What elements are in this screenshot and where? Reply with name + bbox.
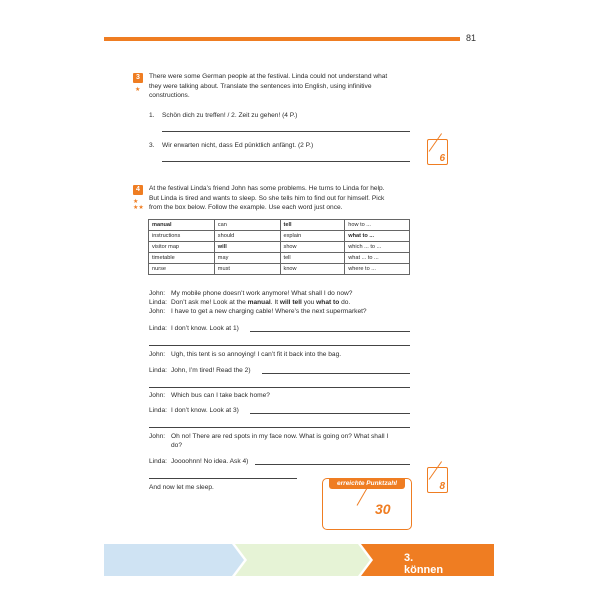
difficulty-star-icon: ★ [133,199,139,205]
dialogue-line [149,406,239,415]
score-box[interactable] [427,467,448,493]
instruction-line: There were some German people at the festival. Linda could not understand what [149,73,388,80]
answer-line[interactable] [250,331,410,332]
line-text: Oh no! There are red spots in my face now. What is going on? What shall I [171,433,389,440]
word-box-row [149,242,410,253]
word-box-row [149,264,410,275]
item-number: 1. [149,112,155,119]
word-box-cell: may [214,253,280,264]
line-text: do? [171,442,183,449]
instruction-line: from the box below. Follow the example. Use each word just once. [149,204,343,211]
speaker: John: [149,308,166,315]
answer-line[interactable] [149,478,297,479]
example-keyword: manual [247,299,271,306]
answer-line[interactable] [149,345,410,346]
line-text: My mobile phone doesn’t work anymore! What shall I do now? [171,290,353,297]
word-box-cell: how to ... [345,220,410,231]
speaker: Linda: [149,458,167,465]
word-box-cell: can [214,220,280,231]
answer-line[interactable] [262,373,410,374]
item-text: Wir erwarten nicht, dass Ed pünktlich anfängt. (2 P.) [162,142,314,149]
header-rule [104,37,460,41]
line-text: . It [270,299,280,306]
word-box-cell: nurse [149,264,215,275]
line-text: Don’t ask me! Look at the [171,299,248,306]
total-max: 30 [375,501,391,517]
dialogue-line [149,391,270,400]
dialogue-line [149,350,341,359]
dialogue-line [149,324,239,333]
dialogue-line [149,432,419,450]
total-points-box[interactable] [322,478,412,530]
exercise-4-instructions [149,184,419,213]
answer-line[interactable] [162,161,410,162]
line-text: do. [339,299,351,306]
word-box-row [149,220,410,231]
difficulty-star-icon: ★ [135,87,141,93]
dialogue-line [149,298,350,307]
word-box-row [149,231,410,242]
speaker: John: [149,290,166,297]
answer-line[interactable] [162,131,410,132]
dialogue-line [149,289,352,298]
line-text: Ugh, this tent is so annoying! I can’t fit it back into the bag. [171,351,342,358]
word-box-cell: what ... to ... [345,253,410,264]
word-box-cell: must [214,264,280,275]
line-text: you [301,299,317,306]
score-max: 6 [439,153,445,164]
score-slash [429,133,442,152]
answer-line[interactable] [149,387,410,388]
word-box-cell: which ... to ... [345,242,410,253]
footer-section-label: 3. können [404,552,444,576]
dialogue-line [149,307,367,316]
speaker: Linda: [149,325,167,332]
word-box-cell: visitor map [149,242,215,253]
item-number: 3. [149,142,155,149]
example-keyword: what to [316,299,340,306]
word-box-cell: manual [149,220,215,231]
speaker: Linda: [149,299,167,306]
difficulty-star-icon: ★★ [133,205,144,211]
item-text: Schön dich zu treffen! / 2. Zeit zu gehen! (4 P.) [162,112,298,119]
word-box-cell: explain [280,231,345,242]
footer-segment-2 [235,544,370,576]
line-text: I have to get a new charging cable! Where’s the next supermarket? [171,308,367,315]
closing-line: And now let me sleep. [149,484,214,491]
word-box-cell: tell [280,220,345,231]
instruction-line: they were talking about. Translate the sentences into English, using infinitive [149,82,372,90]
instruction-line: At the festival Linda’s friend John has some problems. He turns to Linda for help. [149,185,385,192]
word-box-cell: should [214,231,280,242]
score-slash [429,461,442,480]
answer-line[interactable] [250,413,410,414]
footer-segment-1 [104,544,244,576]
exercise-number-badge: 4 [133,185,143,195]
answer-line[interactable] [255,464,410,465]
word-box-cell: will [214,242,280,253]
line-text: I don’t know. Look at 1) [171,325,239,332]
word-box-row [149,253,410,264]
word-box-cell: tell [280,253,345,264]
line-text: Which bus can I take back home? [171,392,270,399]
speaker: Linda: [149,367,167,374]
answer-line[interactable] [149,427,410,428]
speaker: John: [149,351,166,358]
word-box-cell: know [280,264,345,275]
word-box-cell: where to ... [345,264,410,275]
word-box-table [148,219,410,275]
dialogue-line [149,457,248,466]
speaker: John: [149,433,166,440]
word-box-cell: timetable [149,253,215,264]
line-text: Joooohnn! No idea. Ask 4) [171,458,249,465]
word-box-body [149,220,410,275]
instruction-line: But Linda is tired and wants to sleep. So she tells him to find out for himself. Pick [149,194,385,202]
total-points-label: erreichte Punktzahl [329,478,405,489]
word-box-cell: what to ... [345,231,410,242]
speaker: John: [149,392,166,399]
speaker: Linda: [149,407,167,414]
dialogue-line [149,366,251,375]
score-max: 8 [439,481,445,492]
instruction-line: constructions. [149,92,190,99]
word-box-cell: show [280,242,345,253]
page-number: 81 [466,33,477,43]
score-box[interactable] [427,139,448,165]
exercise-number-badge: 3 [133,73,143,83]
word-box-cell: instructions [149,231,215,242]
line-text: John, I’m tired! Read the 2) [171,367,251,374]
example-keyword: will tell [279,299,302,306]
line-text: I don’t know. Look at 3) [171,407,239,414]
exercise-3-instructions [149,72,419,101]
